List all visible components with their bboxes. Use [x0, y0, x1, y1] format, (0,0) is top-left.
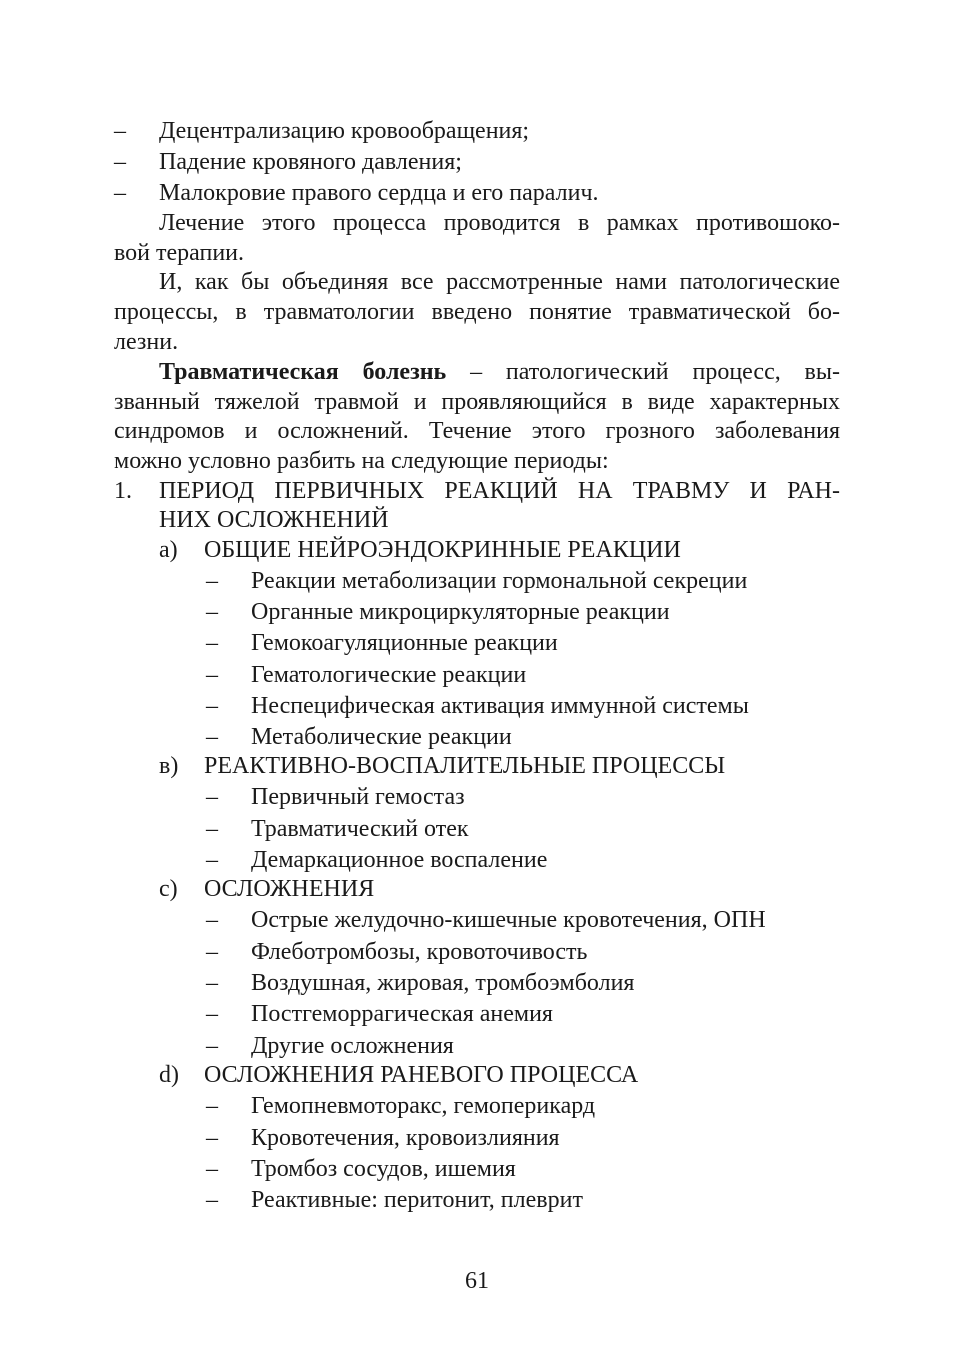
item-dash: –	[206, 630, 218, 656]
list-item: Травматический отек	[251, 816, 469, 842]
list-item: Неспецифическая активация иммунной системы	[251, 693, 749, 719]
list-item: Другие осложнения	[251, 1033, 454, 1059]
item-dash: –	[206, 1093, 218, 1119]
item-dash: –	[206, 1033, 218, 1059]
item-dash: –	[206, 784, 218, 810]
list-item: Постгеморрагическая анемия	[251, 1001, 553, 1027]
page-number: 61	[465, 1268, 489, 1294]
bullet-dash: –	[114, 180, 126, 206]
list-item: Реактивные: перитонит, плеврит	[251, 1187, 583, 1213]
list-item: Гемопневмоторакс, гемоперикард	[251, 1093, 596, 1119]
list-item: Острые желудочно-кишечные кровотечения, ОПН	[251, 907, 766, 933]
bullet-text: Падение кровяного давления;	[159, 149, 462, 175]
paragraph-line: званный тяжелой травмой и проявляющийся в виде характерных	[114, 389, 840, 415]
period-heading: ПЕРИОД ПЕРВИЧНЫХ РЕАКЦИЙ НА ТРАВМУ И РАН-	[159, 478, 840, 504]
item-dash: –	[206, 724, 218, 750]
subsection-title: РЕАКТИВНО-ВОСПАЛИТЕЛЬНЫЕ ПРОЦЕССЫ	[204, 753, 726, 779]
paragraph-line: процессы, в травматологии введено понятие травматической бо-	[114, 299, 840, 325]
list-item: Кровотечения, кровоизлияния	[251, 1125, 560, 1151]
list-item: Органные микроциркуляторные реакции	[251, 599, 670, 625]
subsection-letter: с)	[159, 876, 178, 902]
subsection-title: ОБЩИЕ НЕЙРОЭНДОКРИННЫЕ РЕАКЦИИ	[204, 537, 681, 563]
subsection-letter: d)	[159, 1062, 179, 1088]
list-item: Гемокоагуляционные реакции	[251, 630, 558, 656]
item-dash: –	[206, 599, 218, 625]
item-dash: –	[206, 1187, 218, 1213]
list-number: 1.	[114, 478, 132, 504]
item-dash: –	[206, 939, 218, 965]
item-dash: –	[206, 970, 218, 996]
paragraph-line: Лечение этого процесса проводится в рамках противошоко-	[159, 210, 840, 236]
paragraph-line: лезни.	[114, 329, 179, 355]
item-dash: –	[206, 816, 218, 842]
list-item: Тромбоз сосудов, ишемия	[251, 1156, 516, 1182]
paragraph-line: вой терапии.	[114, 240, 245, 266]
item-dash: –	[206, 568, 218, 594]
paragraph-line: можно условно разбить на следующие периоды:	[114, 448, 609, 474]
item-dash: –	[206, 847, 218, 873]
bullet-text: Малокровие правого сердца и его паралич.	[159, 180, 599, 206]
list-item: Гематологические реакции	[251, 662, 527, 688]
item-dash: –	[206, 693, 218, 719]
list-item: Воздушная, жировая, тромбоэмболия	[251, 970, 635, 996]
subsection-title: ОСЛОЖНЕНИЯ	[204, 876, 375, 902]
bullet-dash: –	[114, 149, 126, 175]
item-dash: –	[206, 907, 218, 933]
paragraph-line: И, как бы объединяя все рассмотренные нами патологические	[159, 269, 840, 295]
item-dash: –	[206, 1156, 218, 1182]
item-dash: –	[206, 662, 218, 688]
list-item: Реакции метаболизации гормональной секреции	[251, 568, 748, 594]
bullet-text: Децентрализацию кровообращения;	[159, 118, 530, 144]
period-heading: НИХ ОСЛОЖНЕНИЙ	[159, 507, 389, 533]
item-dash: –	[206, 1001, 218, 1027]
paragraph-line: синдромов и осложнений. Течение этого грозного заболевания	[114, 418, 840, 444]
list-item: Первичный гемостаз	[251, 784, 465, 810]
list-item: Демаркационное воспаление	[251, 847, 548, 873]
subsection-title: ОСЛОЖНЕНИЯ РАНЕВОГО ПРОЦЕССА	[204, 1062, 639, 1088]
list-item: Метаболические реакции	[251, 724, 512, 750]
item-dash: –	[206, 1125, 218, 1151]
term-definition: – патологический процесс, вы-	[446, 359, 841, 385]
bullet-dash: –	[114, 118, 126, 144]
term-bold: Травматическая болезнь	[159, 359, 447, 385]
list-item: Флеботромбозы, кровоточивость	[251, 939, 588, 965]
subsection-letter: в)	[159, 753, 179, 779]
subsection-letter: а)	[159, 537, 178, 563]
paragraph-line	[159, 357, 840, 387]
